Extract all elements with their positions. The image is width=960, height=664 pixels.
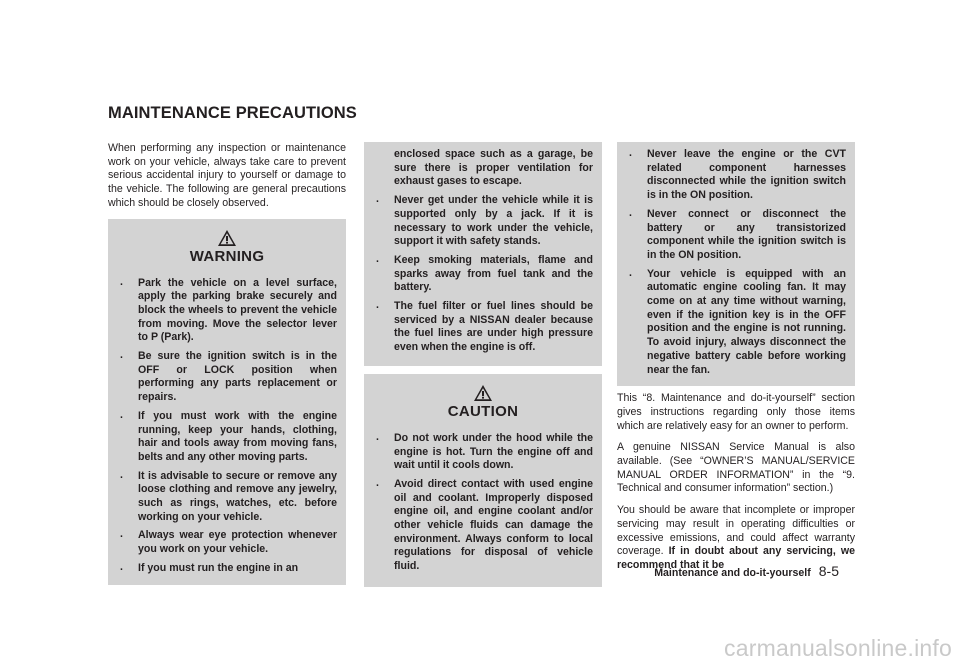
warning-item: . Always wear eye protection whenever you work on your vehicle. bbox=[117, 529, 337, 556]
warning-item: . If you must run the engine in an bbox=[117, 562, 337, 576]
warning-list-col2 bbox=[373, 148, 593, 355]
warning-box-continued bbox=[364, 142, 602, 366]
warning-item: . It is advisable to secure or remove any loose clothing and remove any jewelry, such as rings, watches, etc. before working on your vehicle. bbox=[117, 470, 337, 525]
servicing-awareness-bold: If in doubt about any servicing, we recommend that it be bbox=[617, 545, 855, 571]
intro-paragraph: When performing any inspection or maintenance work on your vehicle, always take care to prevent serious accidental injury to yourself or damage to the vehicle. The following are general precautions which should be closely observed. bbox=[108, 142, 346, 209]
warning-item: . Keep smoking materials, flame and sparks away from fuel tank and the battery. bbox=[373, 254, 593, 295]
caution-box bbox=[364, 374, 602, 587]
page-number: 8-5 bbox=[818, 563, 839, 579]
column-2 bbox=[364, 142, 602, 587]
warning-list-col1 bbox=[117, 277, 337, 576]
caution-item: . Do not work under the hood while the engine is hot. Turn the engine off and wait until it cools down. bbox=[373, 432, 593, 473]
column-1 bbox=[108, 142, 346, 585]
maintenance-section-paragraph: This “8. Maintenance and do-it-yourself” section gives instructions regarding only those items which are relatively easy for an owner to perform. bbox=[617, 392, 855, 432]
warning-triangle-icon bbox=[217, 229, 237, 247]
caution-item: . Avoid direct contact with used engine oil and coolant. Improperly disposed engine oil, and engine coolant and/or other vehicle fluids can damage the environment. Always conform to local regulations for disposal of vehicle fluid. bbox=[373, 478, 593, 574]
caution-header bbox=[373, 384, 593, 420]
warning-item: . The fuel filter or fuel lines should be serviced by a NISSAN dealer because the fuel lines are under high pressure even when the engine is off. bbox=[373, 300, 593, 355]
caution-title: CAUTION bbox=[447, 402, 519, 420]
warning-item: . Your vehicle is equipped with an automatic engine cooling fan. It may come on at any time without warning, even if the ignition key is in the OFF position and the engine is not running. To avoid injury, always disconnect the negative battery cable before working near the fan. bbox=[626, 268, 846, 378]
service-manual-paragraph: A genuine NISSAN Service Manual is also available. (See “OWNER’S MANUAL/SERVICE MANUAL ORDER INFORMATION” in the “9. Technical and consumer information” section.) bbox=[617, 441, 855, 495]
page-heading: MAINTENANCE PRECAUTIONS bbox=[108, 104, 357, 122]
warning-item: . Never get under the vehicle while it is supported only by a jack. If it is necessary to work under the vehicle, support it with safety stands. bbox=[373, 194, 593, 249]
warning-item: . If you must work with the engine running, keep your hands, clothing, hair and tools away from moving fans, belts and any other moving parts. bbox=[117, 410, 337, 465]
warning-list-col3 bbox=[626, 148, 846, 377]
warning-box-continued-2 bbox=[617, 142, 855, 386]
servicing-awareness-text: You should be aware that incomplete or improper servicing may result in operating difficulties or excessive emissions, and could affect warranty coverage. bbox=[617, 504, 855, 558]
caution-list bbox=[373, 432, 593, 574]
warning-item-continuation: enclosed space such as a garage, be sure there is proper ventilation for exhaust gases to escape. bbox=[394, 148, 593, 188]
page-footer bbox=[654, 563, 839, 579]
warning-item: . Never connect or disconnect the battery or any transistorized component while the ignition switch is in the ON position. bbox=[626, 208, 846, 263]
warning-header bbox=[117, 229, 337, 265]
warning-item: . Never leave the engine or the CVT related component harnesses disconnected while the ignition switch is in the ON position. bbox=[626, 148, 846, 203]
warning-item: . Be sure the ignition switch is in the OFF or LOCK position when performing any parts replacement or repairs. bbox=[117, 350, 337, 405]
warning-title: WARNING bbox=[189, 247, 265, 265]
column-3 bbox=[617, 142, 855, 581]
caution-triangle-icon bbox=[473, 384, 493, 402]
warning-item: . Park the vehicle on a level surface, apply the parking brake securely and block the wheels to prevent the vehicle from moving. Move the selector lever to P (Park). bbox=[117, 277, 337, 346]
warning-box bbox=[108, 219, 346, 585]
footer-section-title: Maintenance and do-it-yourself bbox=[654, 567, 811, 579]
watermark: carmanualsonline.info bbox=[724, 635, 952, 661]
